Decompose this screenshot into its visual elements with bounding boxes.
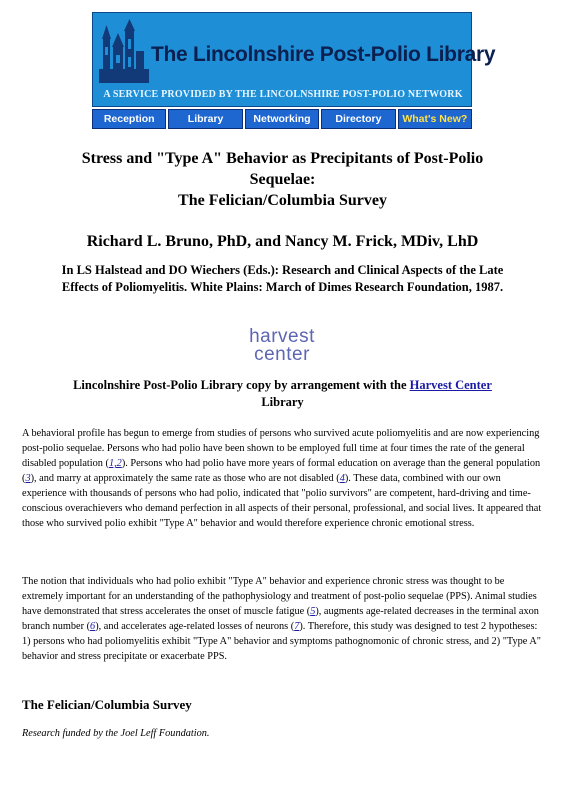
p1-text-4: ). These data, combined with our own experience with thousands of persons who had polio, indicated that "polio survivors" are competent, hard-driving and time-conscious overachievers who demand perfection in all aspects of their personal, professional, and social lives. It appeared that those who survived polio exhibit "Type A" behavior and would therefore experience chronic emotional stress. — [22, 473, 542, 529]
nav-library[interactable]: Library — [168, 109, 242, 129]
nav-reception[interactable]: Reception — [92, 109, 166, 129]
logo-text-center: center — [254, 344, 310, 365]
hypothesis-paragraph — [22, 574, 544, 664]
nav-networking[interactable]: Networking — [245, 109, 319, 129]
p2-text-4: ). Therefore, this study was designed to test 2 hypotheses: 1) persons who had poliomyelitis exhibit "Type A" behavior and symptoms pathognomonic of chronic stress, and 2) "Type A" behavior and stress precipitate or exacerbate PPS. — [22, 621, 541, 662]
copy-text-end: Library — [261, 395, 304, 409]
p1-text-3: ), and marry at approximately the same rate as those who are not disabled ( — [30, 473, 340, 484]
copy-arrangement — [20, 377, 545, 411]
p2-text-3: ), and accelerates age-related losses of neurons ( — [95, 621, 295, 632]
site-banner — [92, 12, 496, 130]
article-citation — [20, 262, 545, 296]
intro-paragraph — [22, 426, 544, 531]
title-line-1: Stress and "Type A" Behavior as Precipitants of Post-Polio — [81, 150, 484, 167]
article-title — [20, 148, 545, 211]
banner-header[interactable] — [92, 12, 496, 107]
banner-title: The Lincolnshire Post-Polio Library — [151, 43, 496, 66]
title-line-2: Sequelae: — [249, 171, 316, 188]
logo-text-harvest: harvest — [249, 326, 315, 347]
copy-text: Lincolnshire Post-Polio Library copy by arrangement with the — [73, 378, 410, 392]
citation-line-1: In LS Halstead and DO Wiechers (Eds.): Research and Clinical Aspects of the Late — [61, 263, 504, 277]
funding-note: Research funded by the Joel Leff Foundation. — [22, 728, 210, 739]
ref-link-1-2[interactable]: 1,2 — [108, 458, 122, 469]
p1-text-2: ). Persons who had polio have more years of formal education on average than the general population ( — [22, 458, 541, 484]
banner-subtitle: A SERVICE PROVIDED BY THE LINCOLNSHIRE POST-POLIO NETWORK — [103, 89, 463, 100]
ref-link-4[interactable]: 4 — [339, 473, 345, 484]
title-line-3: The Felician/Columbia Survey — [178, 192, 387, 209]
ref-link-3[interactable]: 3 — [25, 473, 31, 484]
p1-text-1: A behavioral profile has begun to emerge from studies of persons who survived acute poliomyelitis and are now experiencing post-polio sequelae. Persons who had polio have been shown to be employed full time at four times the rate of the general disabled population ( — [22, 428, 540, 469]
citation-line-2: Effects of Poliomyelitis. White Plains: March of Dimes Research Foundation, 1987. — [61, 280, 504, 294]
nav-bar — [92, 109, 472, 129]
ref-link-6[interactable]: 6 — [90, 621, 96, 632]
article-authors: Richard L. Bruno, PhD, and Nancy M. Frick, MDiv, LhD — [86, 233, 479, 250]
ref-link-7[interactable]: 7 — [294, 621, 300, 632]
p2-text-2: ), augments age-related decreases in the terminal axon branch number ( — [22, 606, 539, 632]
harvest-center-link[interactable]: Harvest Center — [409, 378, 492, 392]
harvest-center-logo — [232, 328, 332, 368]
ref-link-5[interactable]: 5 — [310, 606, 316, 617]
nav-directory[interactable]: Directory — [321, 109, 395, 129]
p2-text-1: The notion that individuals who had polio exhibit "Type A" behavior and experience chronic stress was thought to be extremely important for an understanding of the pathophysiology and treatment of post-polio sequelae (PPS). Animal studies have demonstrated that stress accelerates the onset of muscle fatigue ( — [22, 576, 537, 617]
section-heading: The Felician/Columbia Survey — [22, 697, 192, 712]
nav-whats-new[interactable]: What's New? — [398, 109, 472, 129]
